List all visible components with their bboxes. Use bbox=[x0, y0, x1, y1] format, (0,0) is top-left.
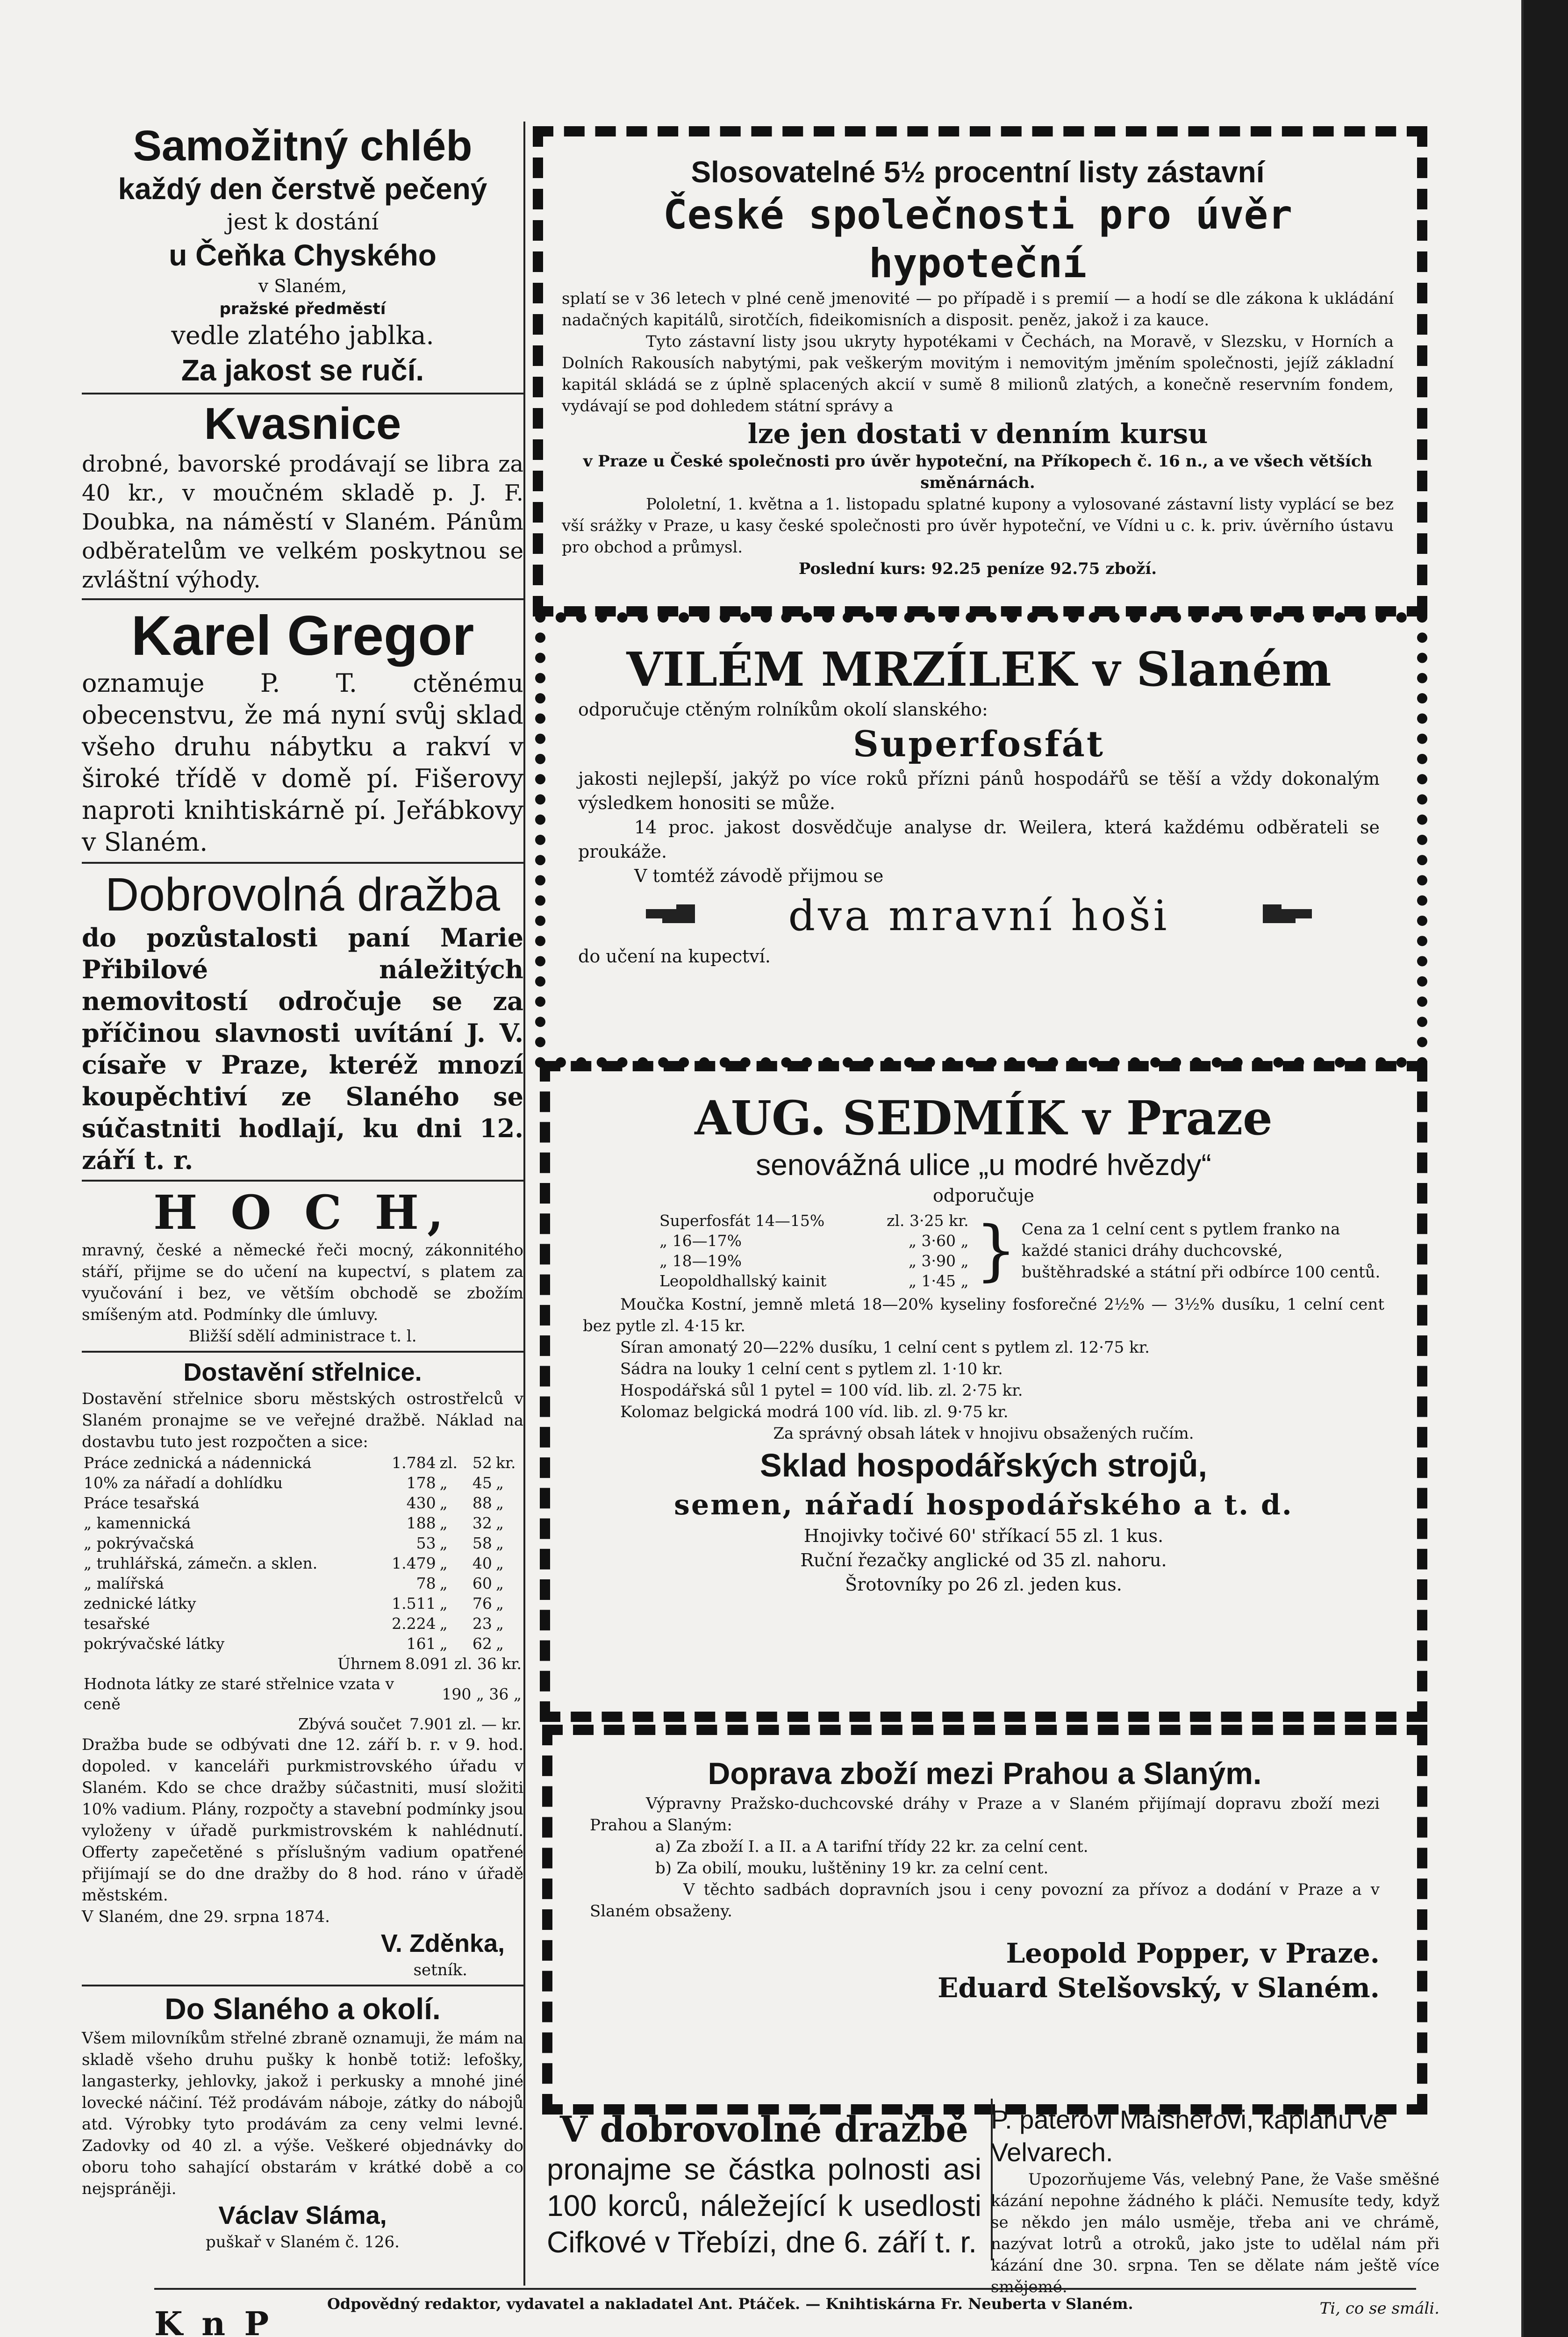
cost-label: „ pokrývačská bbox=[84, 1534, 194, 1552]
cost-unit: „ bbox=[495, 1494, 504, 1512]
sedmik-title: AUG. SEDMÍK v Praze bbox=[695, 1090, 1273, 1146]
divider bbox=[82, 1985, 523, 1986]
price-value: „ 3·60 „ bbox=[908, 1232, 969, 1250]
divider bbox=[82, 1180, 523, 1182]
mortgage-p3: v Praze u České společnosti pro úvěr hypoteční, na Příkopech č. 16 n., a ve všech větších směnárnách. bbox=[583, 452, 1373, 492]
column-divider bbox=[523, 122, 525, 2286]
cost-zl: 161 bbox=[406, 1634, 436, 1653]
cost-kr: 76 bbox=[472, 1594, 492, 1613]
cost-zl: 188 bbox=[406, 1514, 436, 1532]
cost-unit: kr. bbox=[495, 1454, 516, 1472]
price-row bbox=[658, 1251, 971, 1271]
sedmik-line-4: Hospodářská sůl 1 pytel = 100 víd. lib. zl. 2·75 kr. bbox=[620, 1381, 1023, 1400]
cost-cur: „ bbox=[439, 1554, 448, 1572]
cost-kr: 62 bbox=[472, 1634, 492, 1653]
transport-sign-2: Eduard Stelšovský, v Slaném. bbox=[938, 1972, 1380, 2004]
cost-kr: 40 bbox=[472, 1554, 492, 1572]
cost-label: Práce tesařská bbox=[84, 1494, 200, 1512]
bread-line-2: jest k dostání bbox=[226, 209, 379, 235]
cost-label: Práce zednická a nádennická bbox=[84, 1454, 312, 1472]
hoch-note: Bližší sdělí administrace t. l. bbox=[188, 1327, 417, 1346]
guns-title: Do Slaného a okolí. bbox=[165, 1992, 441, 2026]
cost-zl: 1.511 bbox=[392, 1594, 436, 1613]
cost-kr: 52 bbox=[472, 1454, 492, 1472]
mortgage-last-price: Poslední kurs: 92.25 peníze 92.75 zboží. bbox=[798, 559, 1157, 578]
cost-zl: 1.784 bbox=[392, 1454, 436, 1472]
shooting-sign: V. Zděnka, bbox=[380, 1929, 505, 1957]
pointing-hand-left-icon bbox=[644, 895, 700, 932]
bread-guarantee: Za jakost se ručí. bbox=[181, 353, 424, 387]
cost-label: „ truhlářská, zámečn. a sklen. bbox=[84, 1554, 318, 1572]
cost-row bbox=[82, 1493, 523, 1513]
cost-row bbox=[82, 1513, 523, 1533]
auction-title: Dobrovolná dražba bbox=[105, 868, 500, 921]
superphosphate-price-table bbox=[658, 1211, 971, 1291]
bread-line-6: vedle zlatého jablka. bbox=[171, 321, 434, 350]
bread-line-3: u Čeňka Chyského bbox=[169, 238, 437, 272]
cost-kr: 32 bbox=[472, 1514, 492, 1532]
gregor-title: Karel Gregor bbox=[131, 604, 474, 667]
cost-zl: 2.224 bbox=[392, 1614, 436, 1633]
bread-line-5: pražské předměstí bbox=[219, 300, 386, 318]
transport-item-b: b) Za obilí, mouku, luštěniny 19 kr. za celní cent. bbox=[655, 1859, 1049, 1878]
shooting-sign-role: setník. bbox=[413, 1961, 467, 1979]
cost-kr: 58 bbox=[472, 1534, 492, 1552]
sedmik-subtitle: senovážná ulice „u modré hvězdy“ bbox=[756, 1148, 1211, 1182]
priest-sign: Ti, co se smáli. bbox=[1319, 2299, 1439, 2318]
remaining-value: 7.901 zl. — kr. bbox=[409, 1715, 522, 1733]
sedmik-store-2: semen, nářadí hospodářského a t. d. bbox=[674, 1489, 1293, 1521]
mrzilek-p2: 14 proc. jakost dosvědčuje analyse dr. Weilera, která každému odběrateli se proukáže. bbox=[578, 817, 1380, 862]
yeast-text: drobné, bavorské prodávají se libra za 40 kr., v moučném skladě p. J. F. Doubka, na náměstí v Slaném. Pánům odběratelům ve velkém poskytnou se zvláštní výhody. bbox=[82, 451, 523, 593]
cost-label: zednické látky bbox=[84, 1594, 196, 1613]
auction-text: do pozůstalosti paní Marie Přibilové náležitých nemovitostí odročuje se za příčinou slavnosti uvítání J. V. císaře v Praze, kteréž mnozí koupěchtiví ze Slaného se súčastniti hodlají, ku dni 12. září t. r. bbox=[82, 923, 523, 1175]
hoch-title: H O C H, bbox=[153, 1185, 452, 1240]
cost-row bbox=[82, 1553, 523, 1573]
shooting-intro: Dostavění střelnice sboru městských ostrostřelců v Slaném pronajme se ve veřejné dražbě. Náklad na dostavbu tuto jest rozpočten a sice: bbox=[82, 1390, 523, 1451]
shooting-title: Dostavění střelnice. bbox=[183, 1358, 422, 1386]
total-label: Úhrnem bbox=[337, 1655, 401, 1673]
old-wood-value: 190 „ 36 „ bbox=[442, 1685, 522, 1703]
remaining-label: Zbývá součet bbox=[298, 1715, 401, 1733]
sedmik-store-1: Sklad hospodářských strojů, bbox=[760, 1447, 1207, 1484]
guns-text: Všem milovníkům střelné zbraně oznamuji, že mám na skladě všeho druhu pušky k honbě totiž: lefošky, langasterky, jehlovky, jakož i perkusky a mnohé jiné lovecké náčiní. Též prodávám náboje, zátky do nábojů atd. Výrobky tyto prodávám za ceny velmi levné. Zadovky od 40 zl. a výše. Veškeré objednávky do oboru toho sahající obstarám v krátké době a co nejspráněji. bbox=[82, 2029, 523, 2198]
sale-ad bbox=[542, 2099, 993, 2260]
bread-line-4: v Slaném, bbox=[258, 276, 347, 296]
cost-cur: „ bbox=[439, 1494, 448, 1512]
bread-line-1: každý den čerstvě pečený bbox=[118, 172, 487, 206]
cost-unit: „ bbox=[495, 1614, 504, 1633]
price-row bbox=[658, 1271, 971, 1291]
cost-cur: „ bbox=[439, 1574, 448, 1592]
cost-row bbox=[82, 1573, 523, 1593]
cost-unit: „ bbox=[495, 1594, 504, 1613]
price-value: „ 3·90 „ bbox=[908, 1252, 969, 1270]
mrzilek-ad-frame bbox=[535, 612, 1427, 1068]
cost-unit: „ bbox=[495, 1554, 504, 1572]
cost-label: pokrývačské látky bbox=[84, 1634, 225, 1653]
shooting-date: V Slaném, dne 29. srpna 1874. bbox=[82, 1907, 330, 1926]
sedmik-tool-1: Hnojivky točivé 60' stříkací 55 zl. 1 kus. bbox=[803, 1526, 1164, 1546]
sedmik-recommends: odporučuje bbox=[932, 1185, 1035, 1206]
yeast-title: Kvasnice bbox=[204, 399, 401, 449]
cost-row bbox=[82, 1593, 523, 1613]
cost-zl: 430 bbox=[406, 1494, 436, 1512]
transport-title: Doprava zboží mezi Prahou a Slaným. bbox=[708, 1756, 1262, 1791]
brace: } bbox=[975, 1212, 1017, 1289]
mortgage-p4: Pololetní, 1. května a 1. listopadu splatné kupony a vylosované zástavní listy vyplácí se bez vší srážky v Praze, u kasy české společnosti pro úvěr hypoteční, ve Vídni u c. k. priv. úvěrního ústavu pro obchod a průmysl. bbox=[562, 495, 1394, 557]
cost-unit: „ bbox=[495, 1474, 504, 1492]
priest-title: P. páterovi Maisnerovi, kaplanu ve Velvarech. bbox=[991, 2105, 1388, 2167]
sedmik-line-2: Síran amonatý 20—22% dusíku, 1 celní cent s pytlem zl. 12·75 kr. bbox=[620, 1338, 1150, 1357]
mrzilek-boys: dva mravní hoši bbox=[788, 891, 1170, 940]
divider bbox=[82, 598, 523, 600]
divider bbox=[82, 1351, 523, 1353]
cost-cur: „ bbox=[439, 1594, 448, 1613]
transport-intro: Výpravny Pražsko-duchcovské dráhy v Praze a v Slaném přijímají dopravu zboží mezi Prahou a Slaným: bbox=[590, 1794, 1380, 1835]
left-column bbox=[82, 122, 523, 2253]
mortgage-p2: Tyto zástavní listy jsou ukryty hypotékami v Čechách, na Moravě, v Slezsku, v Horních a Dolních Rakousích nabytými, pak veškerým movitým i nemovitým jměním společnosti, jejíž základní kapitál skládá se z úplně splacených akcií v sumě 8 milionů zlatých, a konečně reservním fondem, vydávají se pod dohledem státní správy a bbox=[562, 332, 1394, 416]
cost-cur: „ bbox=[439, 1634, 448, 1653]
mortgage-title-1: Slosovatelné 5½ procentní listy zástavní bbox=[691, 155, 1265, 189]
cost-cur: „ bbox=[439, 1474, 448, 1492]
price-label: Superfosfát 14—15% bbox=[659, 1212, 825, 1230]
price-row bbox=[658, 1211, 971, 1231]
transport-p2: V těchto sadbách dopravních jsou i ceny povozní za přívoz a dodání v Praze a v Slaném obsaženy. bbox=[590, 1880, 1380, 1921]
gregor-text: oznamuje P. T. ctěnému obecenstvu, že má nyní svůj sklad všeho druhu nábytku a rakví v široké třídě v domě pí. Fišerovy naproti knihtiskárně pí. Jeřábkovy v Slaném. bbox=[82, 668, 523, 857]
printer-logo: K n P bbox=[154, 2304, 273, 2337]
sale-text: pronajme se částka polnosti asi 100 korců, náležející k usedlosti Cifkové v Třebízi, dne 6. září t. r. bbox=[547, 2152, 981, 2259]
hoch-text: mravný, české a německé řeči mocný, zákonnitého stáří, přijme se do učení na kupectví, s platem za vyučování i bez, ve větším obchodě se zbožím smíšeným atd. Podmínky dle úmluvy. bbox=[82, 1241, 523, 1324]
cost-kr: 88 bbox=[472, 1494, 492, 1512]
guns-sign: Václav Sláma, bbox=[218, 2201, 387, 2229]
cost-unit: „ bbox=[495, 1534, 504, 1552]
mortgage-ad-frame bbox=[533, 126, 1427, 617]
cost-cur: zl. bbox=[439, 1454, 458, 1472]
sedmik-ad-frame bbox=[540, 1061, 1427, 1722]
cost-unit: „ bbox=[495, 1574, 504, 1592]
scan-border bbox=[1524, 0, 1568, 2337]
sale-title: V dobrovolné dražbě bbox=[560, 2108, 968, 2150]
cost-label: „ kamennická bbox=[84, 1514, 191, 1532]
cost-row bbox=[82, 1634, 523, 1654]
divider bbox=[82, 862, 523, 864]
cost-kr: 45 bbox=[472, 1474, 492, 1492]
sedmik-tool-3: Šrotovníky po 26 zl. jeden kus. bbox=[845, 1574, 1122, 1595]
price-label: „ 18—19% bbox=[659, 1252, 742, 1270]
price-value: „ 1·45 „ bbox=[908, 1272, 969, 1290]
cost-kr: 23 bbox=[472, 1614, 492, 1633]
sedmik-line-5: Kolomaz belgická modrá 100 víd. lib. zl. 9·75 kr. bbox=[620, 1403, 1009, 1421]
cost-table bbox=[82, 1453, 523, 1654]
transport-sign-1: Leopold Popper, v Praze. bbox=[1006, 1937, 1380, 1969]
bread-title: Samožitný chléb bbox=[133, 122, 473, 170]
mrzilek-p3: V tomtéž závodě přijmou se bbox=[634, 866, 884, 886]
cost-zl: 178 bbox=[406, 1474, 436, 1492]
cost-zl: 53 bbox=[416, 1534, 436, 1552]
price-value: zl. 3·25 kr. bbox=[887, 1212, 969, 1230]
sedmik-tool-2: Ruční řezačky anglické od 35 zl. nahoru. bbox=[800, 1550, 1167, 1570]
cost-kr: 60 bbox=[472, 1574, 492, 1592]
cost-label: tesařské bbox=[84, 1614, 150, 1633]
cost-zl: 78 bbox=[416, 1574, 436, 1592]
mrzilek-intro: odporučuje ctěným rolníkům okolí slanského: bbox=[578, 699, 988, 720]
cost-unit: „ bbox=[495, 1514, 504, 1532]
mrzilek-product: Superfosfát bbox=[853, 723, 1105, 765]
sedmik-line-6: Za správný obsah látek v hnojivu obsažených ručím. bbox=[773, 1424, 1194, 1443]
cost-label: „ malířská bbox=[84, 1574, 165, 1592]
mortgage-p1: splatí se v 36 letech v plné ceně jmenovité — po případě i s premií — a hodí se dle zákona k ukládání nadačných kapitálů, sirotčích, fideikomisních a disposit. peněz, jakož i za kauce. bbox=[562, 289, 1394, 330]
cost-zl: 1.479 bbox=[392, 1554, 436, 1572]
priest-text: Upozorňujeme Vás, velebný Pane, že Vaše směšné kázání nepohne žádného k pláči. Nemusíte tedy, když se někdo jen málo usměje, třeba ani ve chrámě, nazývat lotrů a otroků, jako jste to udělal nám při kázání dne 30. srpna. Ten se dělate nám ještě více smějemé. bbox=[991, 2170, 1439, 2296]
cost-cur: „ bbox=[439, 1514, 448, 1532]
divider bbox=[82, 393, 523, 394]
cost-row bbox=[82, 1533, 523, 1553]
old-wood-label: Hodnota látky ze staré střelnice vzata v ceně bbox=[84, 1675, 394, 1713]
shooting-text: Dražba bude se odbývati dne 12. září b. r. v 9. hod. dopoled. v kanceláři purkmistrovského úřadu v Slaném. Kdo se chce dražby súčastniti, musí složiti 10% vadium. Plány, rozpočty a stavební podmínky jsou vyloženy v úřadě purkmistrovském k nahlédnutí. Offerty zapečetěné s příslušným vadium opatřené přijímají se do dne dražby do 8 hod. ráno v úřadě městském. bbox=[82, 1735, 523, 1905]
price-row bbox=[658, 1231, 971, 1251]
transport-item-a: a) Za zboží I. a II. a A tarifní třídy 22 kr. za celní cent. bbox=[655, 1837, 1088, 1856]
mortgage-title-2: České společnosti pro úvěr hypoteční bbox=[663, 192, 1293, 287]
cost-summary bbox=[82, 1654, 523, 1734]
price-label: „ 16—17% bbox=[659, 1232, 742, 1250]
cost-unit: „ bbox=[495, 1634, 504, 1653]
cost-row bbox=[82, 1453, 523, 1473]
mrzilek-p1: jakosti nejlepší, jakýž po více roků přízni pánů hospodářů se těší a vždy dokonalým výsledkem honositi se může. bbox=[578, 768, 1380, 813]
mortgage-highlight: lze jen dostati v denním kursu bbox=[747, 418, 1208, 450]
sedmik-price-note: Cena za 1 celní cent s pytlem franko na každé stanici dráhy duchcovské, buštěhradské a státní při odbírce 100 centů. bbox=[1021, 1220, 1381, 1282]
cost-row bbox=[82, 1613, 523, 1634]
cost-cur: „ bbox=[439, 1534, 448, 1552]
transport-ad-frame bbox=[542, 1725, 1427, 2115]
cost-cur: „ bbox=[439, 1614, 448, 1633]
total-value: 8.091 zl. 36 kr. bbox=[405, 1655, 522, 1673]
mrzilek-title: VILÉM MRZÍLEK v Slaném bbox=[626, 642, 1332, 697]
pointing-hand-right-icon bbox=[1258, 895, 1314, 932]
footer-imprint: Odpovědný redaktor, vydavatel a nakladatel Ant. Ptáček. — Knihtiskárna Fr. Neuberta v Slaném. bbox=[327, 2295, 1133, 2313]
footer-rule bbox=[154, 2288, 1416, 2290]
sedmik-line-3: Sádra na louky 1 celní cent s pytlem zl. 1·10 kr. bbox=[620, 1360, 1003, 1378]
sedmik-line-1: Moučka Kostní, jemně mletá 18—20% kyseliny fosforečné 2½% — 3½% dusíku, 1 celní cent bez pytle zl. 4·15 kr. bbox=[583, 1295, 1384, 1335]
cost-label: 10% za nářadí a dohlídku bbox=[84, 1474, 283, 1492]
guns-sign-role: puškař v Slaném č. 126. bbox=[206, 2233, 400, 2251]
mrzilek-p4: do učení na kupectví. bbox=[578, 946, 771, 967]
cost-row bbox=[82, 1473, 523, 1493]
priest-ad bbox=[991, 2103, 1439, 2319]
price-label: Leopoldhallský kainit bbox=[659, 1272, 827, 1290]
